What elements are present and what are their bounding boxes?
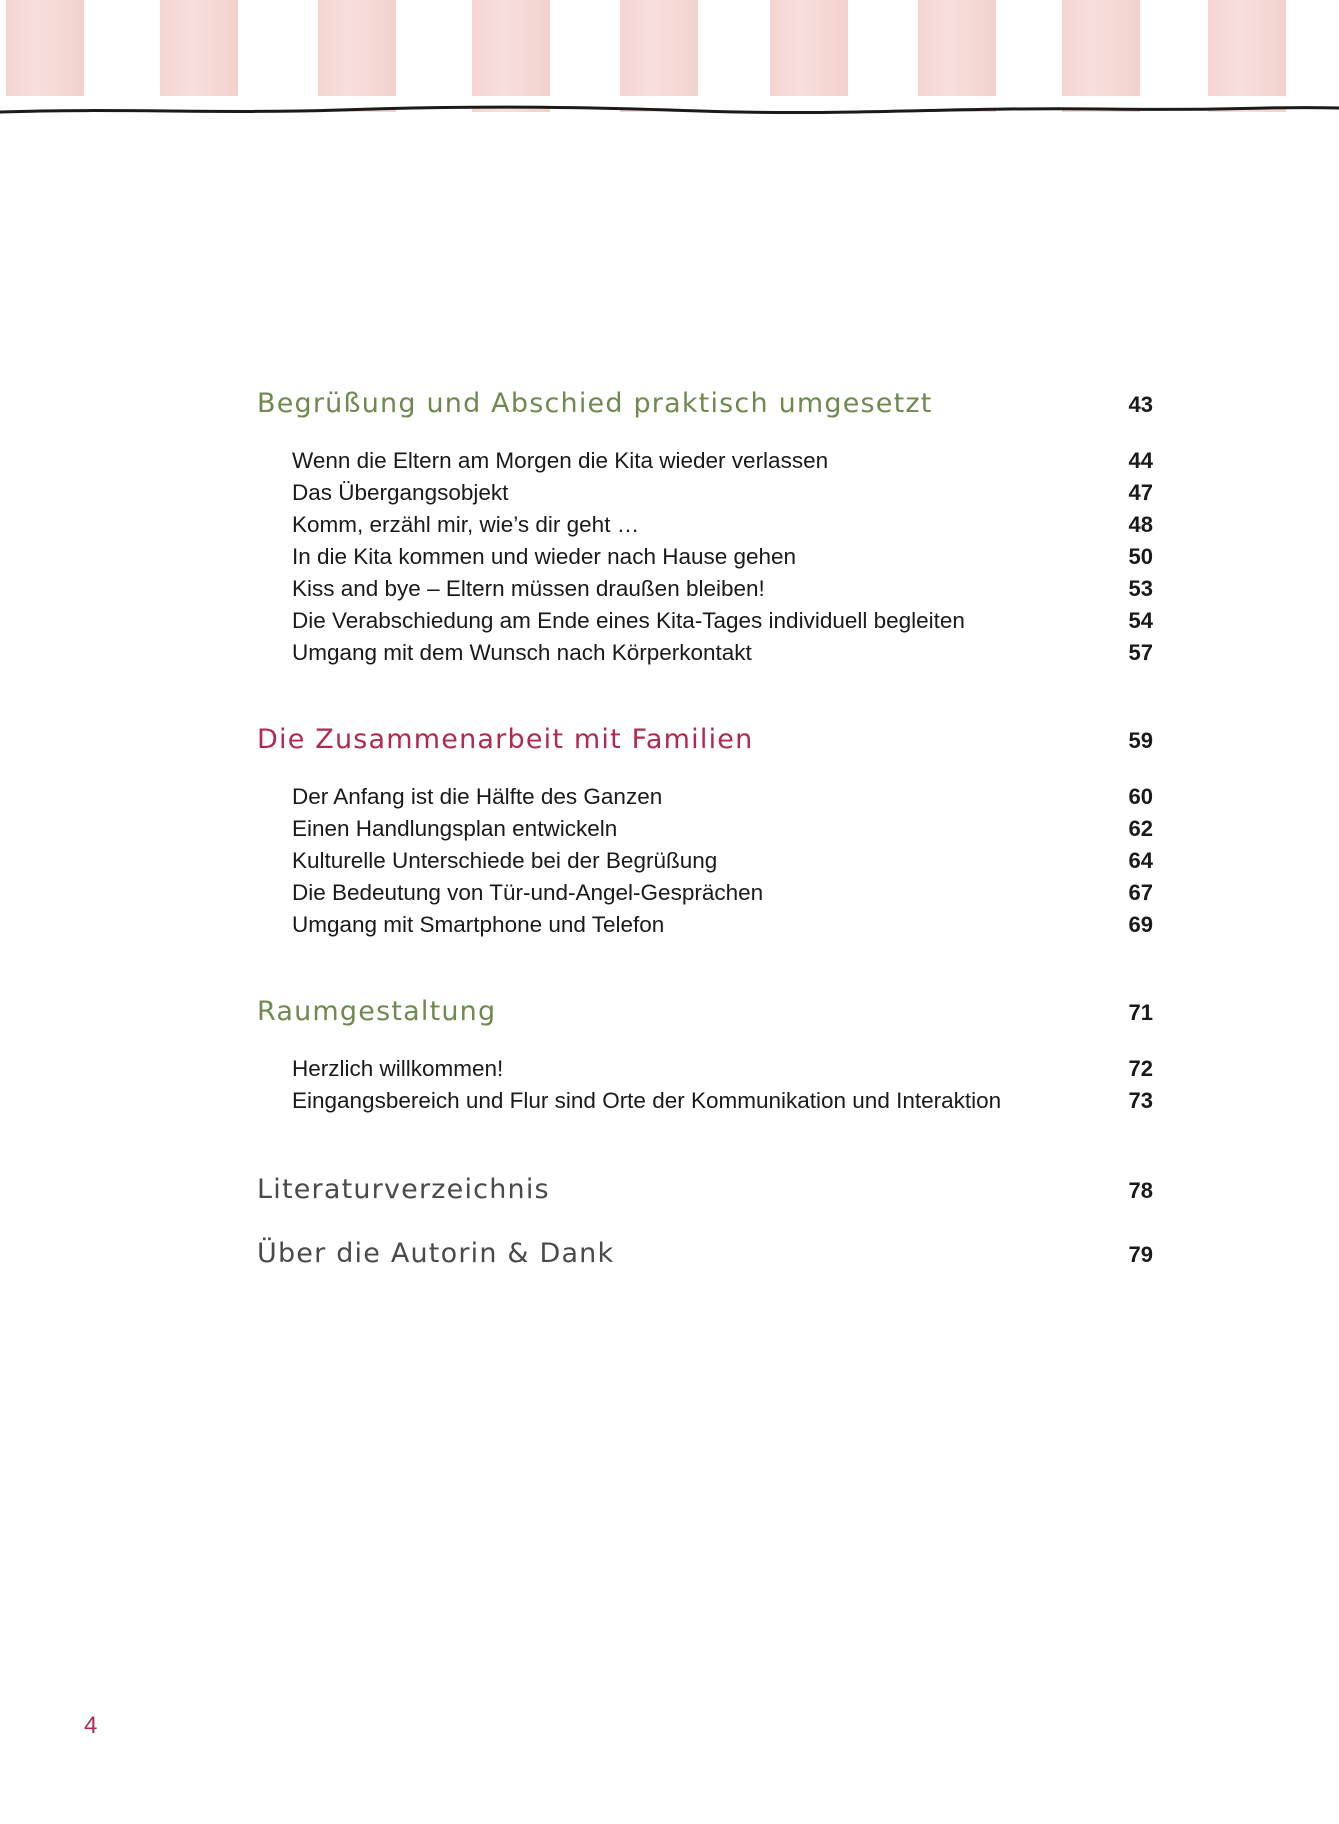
- toc-section: [257, 724, 1157, 942]
- table-of-contents: [257, 388, 1157, 1278]
- toc-entry[interactable]: [257, 782, 1157, 814]
- entry-page-number: 64: [1128, 848, 1153, 873]
- entry-title: Wenn die Eltern am Morgen die Kita wieder verlassen: [292, 448, 829, 473]
- entry-title: Die Bedeutung von Tür-und-Angel-Gesprächen: [292, 880, 764, 905]
- entry-title: Komm, erzähl mir, wie’s dir geht …: [292, 512, 640, 537]
- section-title: Begrüßung und Abschied praktisch umgesetzt: [257, 388, 933, 419]
- section-page-number: 59: [1128, 728, 1153, 753]
- toc-section-heading[interactable]: [257, 724, 1157, 764]
- entry-page-number: 67: [1128, 880, 1153, 905]
- toc-extra-heading[interactable]: [257, 1174, 1157, 1214]
- entry-page-number: 62: [1128, 816, 1153, 841]
- page-number: 4: [84, 1712, 98, 1739]
- entry-title: Kulturelle Unterschiede bei der Begrüßung: [292, 848, 718, 873]
- entry-title: Herzlich willkommen!: [292, 1056, 504, 1081]
- entry-page-number: 47: [1128, 480, 1153, 505]
- extra-page-number: 79: [1128, 1242, 1153, 1267]
- toc-entry[interactable]: [257, 1054, 1157, 1086]
- section-title: Die Zusammenarbeit mit Familien: [257, 724, 754, 755]
- entry-page-number: 73: [1128, 1088, 1153, 1113]
- entry-page-number: 48: [1128, 512, 1153, 537]
- entry-title: Umgang mit dem Wunsch nach Körperkontakt: [292, 640, 752, 665]
- toc-entry[interactable]: [257, 446, 1157, 478]
- extra-page-number: 78: [1128, 1178, 1153, 1203]
- toc-entry[interactable]: [257, 910, 1157, 942]
- toc-section: [257, 388, 1157, 670]
- entry-page-number: 69: [1128, 912, 1153, 937]
- entry-title: In die Kita kommen und wieder nach Hause gehen: [292, 544, 797, 569]
- entry-page-number: 53: [1128, 576, 1153, 601]
- entry-title: Umgang mit Smartphone und Telefon: [292, 912, 665, 937]
- entry-title: Eingangsbereich und Flur sind Orte der Kommunikation und Interaktion: [292, 1088, 1002, 1113]
- entry-title: Kiss and bye – Eltern müssen draußen bleiben!: [292, 576, 765, 601]
- toc-entry[interactable]: [257, 1086, 1157, 1118]
- entry-title: Die Verabschiedung am Ende eines Kita-Tages individuell begleiten: [292, 608, 965, 633]
- toc-entry[interactable]: [257, 510, 1157, 542]
- entry-page-number: 50: [1128, 544, 1153, 569]
- toc-entry[interactable]: [257, 542, 1157, 574]
- toc-entry[interactable]: [257, 846, 1157, 878]
- toc-entry[interactable]: [257, 574, 1157, 606]
- entry-title: Das Übergangsobjekt: [292, 480, 509, 505]
- striped-header-decoration: [0, 0, 1339, 120]
- toc-extra-heading[interactable]: [257, 1238, 1157, 1278]
- toc-section-heading[interactable]: [257, 996, 1157, 1036]
- entry-page-number: 72: [1128, 1056, 1153, 1081]
- section-page-number: 43: [1128, 392, 1153, 417]
- extra-title: Literaturverzeichnis: [257, 1174, 550, 1205]
- toc-entry[interactable]: [257, 878, 1157, 910]
- extra-title: Über die Autorin & Dank: [257, 1238, 615, 1269]
- toc-section: [257, 996, 1157, 1118]
- toc-section-heading[interactable]: [257, 388, 1157, 428]
- entry-page-number: 60: [1128, 784, 1153, 809]
- entry-title: Der Anfang ist die Hälfte des Ganzen: [292, 784, 663, 809]
- entry-title: Einen Handlungsplan entwickeln: [292, 816, 618, 841]
- toc-entry[interactable]: [257, 814, 1157, 846]
- toc-entry[interactable]: [257, 638, 1157, 670]
- entry-page-number: 44: [1128, 448, 1153, 473]
- toc-entry[interactable]: [257, 606, 1157, 638]
- entry-page-number: 54: [1128, 608, 1153, 633]
- wavy-edge-line: [0, 96, 1339, 120]
- section-title: Raumgestaltung: [257, 996, 497, 1027]
- entry-page-number: 57: [1128, 640, 1153, 665]
- toc-entry[interactable]: [257, 478, 1157, 510]
- section-page-number: 71: [1128, 1000, 1153, 1025]
